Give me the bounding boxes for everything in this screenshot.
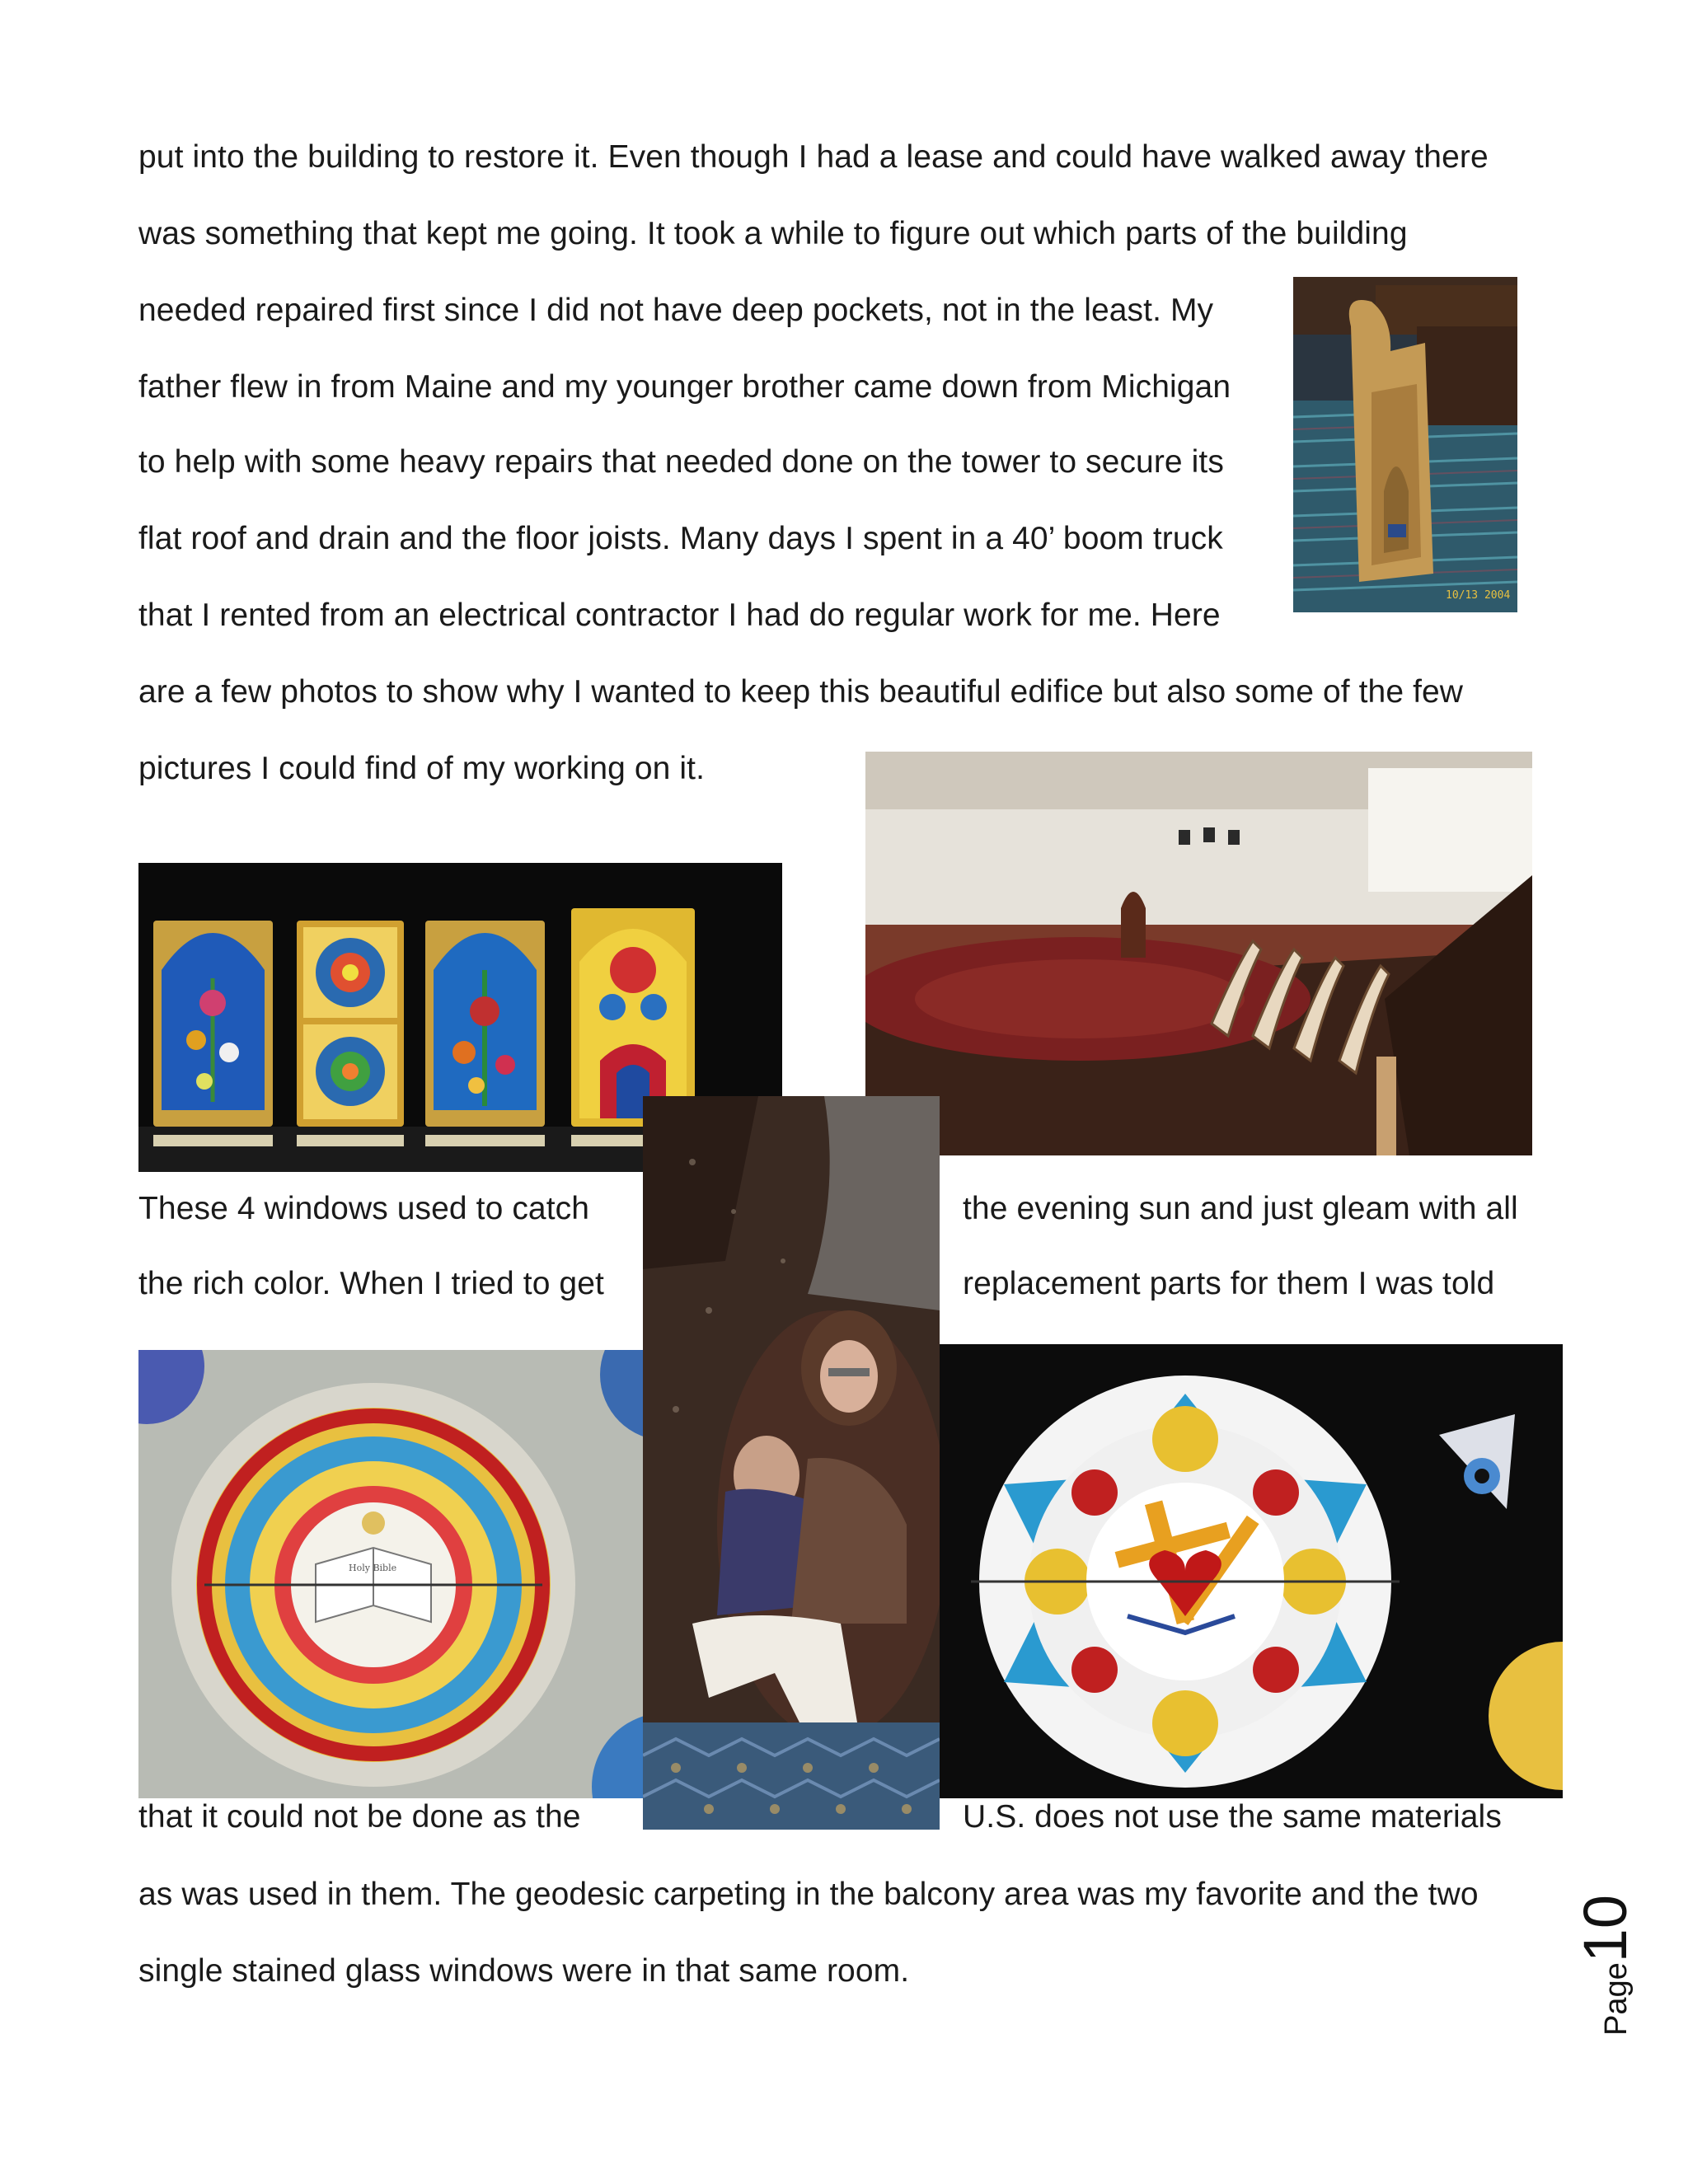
body-line-3: needed repaired first since I did not have deep pockets, not in the least. My [138,293,1214,328]
caption-left-2: the rich color. When I tried to get [138,1266,604,1301]
body-line-5: to help with some heavy repairs that needed done on the tower to secure its [138,444,1224,480]
page-number [1570,1895,1640,2036]
body-line-8: are a few photos to show why I wanted to keep this beautiful edifice but also some of the few [138,674,1464,710]
body-line-11: single stained glass windows were in that same room. [138,1953,910,1989]
page-number-value: 10 [1571,1894,1639,1963]
body-line-4: father flew in from Maine and my younger brother came down from Michigan [138,369,1231,405]
body-line-10: as was used in them. The geodesic carpeting in the balcony area was my favorite and the two [138,1877,1479,1912]
body-line-7: that I rented from an electrical contractor I had do regular work for me. Here [138,598,1221,633]
body-line-2: was something that kept me going. It took a while to figure out which parts of the building [138,216,1408,251]
caption-right-1: the evening sun and just gleam with all [963,1191,1518,1226]
page-label: Page [1599,1962,1634,2036]
body-line-9: pictures I could find of my working on it. [138,751,706,786]
caption-left-1: These 4 windows used to catch [138,1191,590,1226]
balcony-carpet-photo [643,1096,940,1830]
bible-text: Holy Bible [349,1563,397,1573]
caption-right-2: replacement parts for them I was told [963,1266,1495,1301]
body-line-6: flat roof and drain and the floor joists. Many days I spent in a 40’ boom truck [138,521,1223,556]
round-window-cross-photo [938,1344,1563,1798]
round-window-bible-photo [138,1350,666,1798]
caption-right-3: U.S. does not use the same materials [963,1799,1502,1835]
pew-end-photo [1293,277,1517,612]
body-line-1: put into the building to restore it. Even though I had a lease and could have walked away there [138,139,1489,175]
caption-left-3: that it could not be done as the [138,1799,581,1835]
church-interior-photo [865,752,1532,1155]
pew-date-stamp: 10/13 2004 [1446,589,1511,602]
